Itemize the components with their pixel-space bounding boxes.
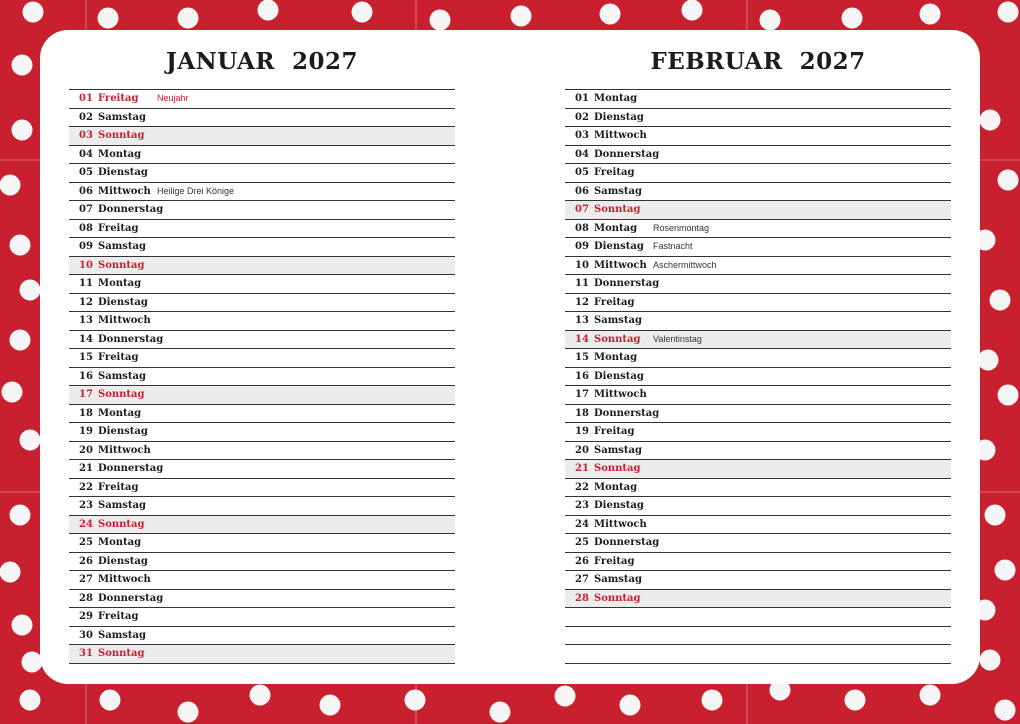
polka-dot (998, 2, 1019, 23)
weekday-name: Dienstag (594, 500, 644, 511)
day-row (565, 349, 951, 368)
weekday-name: Samstag (98, 241, 147, 252)
blank-row (565, 608, 951, 627)
weekday-name: Dienstag (98, 555, 148, 567)
weekday-name: Mittwoch (98, 574, 151, 585)
weekday-name: Sonntag (98, 259, 145, 271)
day-number: 22 (79, 481, 93, 493)
polka-dot (845, 690, 866, 711)
day-number: 12 (575, 296, 589, 308)
holiday-note: Aschermittwoch (653, 259, 717, 270)
polka-dot (250, 685, 271, 706)
weekday-name: Mittwoch (98, 444, 151, 456)
holiday-note: Valentinstag (653, 333, 702, 344)
day-row (565, 90, 951, 109)
day-row (565, 164, 951, 183)
day-row (565, 294, 951, 313)
day-row (69, 479, 455, 498)
polka-dot (12, 55, 33, 76)
weekday-name: Freitag (98, 481, 139, 493)
polka-dot (0, 175, 21, 196)
day-row (69, 534, 455, 553)
day-row (565, 590, 951, 609)
day-number: 31 (79, 648, 93, 659)
day-number: 02 (79, 111, 93, 123)
day-row (69, 201, 455, 220)
day-number: 27 (79, 574, 93, 585)
day-row (69, 90, 455, 109)
day-row (565, 220, 951, 239)
weekday-name: Montag (594, 481, 638, 493)
polka-dot (10, 330, 31, 351)
blank-row (565, 645, 951, 664)
day-number: 27 (575, 574, 589, 585)
day-row (565, 405, 951, 424)
polka-dot (760, 10, 781, 31)
day-row (565, 109, 951, 128)
day-number: 04 (575, 148, 589, 160)
day-row (69, 109, 455, 128)
day-number: 01 (79, 93, 93, 104)
polka-dot (920, 685, 941, 706)
day-number: 25 (575, 537, 589, 548)
weekday-name: Samstag (594, 315, 643, 326)
day-row (69, 423, 455, 442)
weekday-name: Freitag (98, 611, 139, 622)
month-title: FEBRUAR 2027 (650, 48, 866, 75)
day-number: 29 (79, 611, 93, 622)
weekday-name: Sonntag (594, 592, 641, 604)
day-number: 13 (575, 315, 589, 326)
day-row (69, 146, 455, 165)
holiday-note: Rosenmontag (653, 222, 710, 233)
weekday-name: Dienstag (594, 111, 644, 123)
day-row (69, 294, 455, 313)
day-row (69, 183, 455, 202)
holiday-note: Neujahr (157, 93, 189, 103)
day-number: 26 (575, 555, 589, 567)
weekday-name: Freitag (594, 167, 635, 178)
weekday-name: Samstag (98, 629, 147, 641)
weekday-name: Donnerstag (594, 148, 660, 160)
polka-dot (555, 686, 576, 707)
polka-dot (995, 560, 1016, 581)
day-row (565, 127, 951, 146)
day-number: 14 (79, 333, 93, 345)
weekday-name: Donnerstag (98, 204, 164, 215)
day-row (69, 516, 455, 535)
weekday-name: Mittwoch (594, 389, 647, 400)
polka-dot (998, 385, 1019, 406)
polka-dot (998, 170, 1019, 191)
weekday-name: Samstag (594, 185, 643, 197)
holiday-note: Fastnacht (653, 241, 693, 251)
weekday-name: Samstag (98, 111, 147, 123)
polka-dot (405, 690, 426, 711)
weekday-name: Sonntag (98, 518, 145, 530)
day-number: 08 (575, 222, 589, 234)
day-number: 18 (575, 407, 589, 419)
calendar-page (40, 30, 980, 684)
polka-dot (320, 695, 341, 716)
day-number: 26 (79, 555, 93, 567)
weekday-name: Sonntag (98, 130, 145, 141)
polka-dot (920, 4, 941, 25)
polka-dot (0, 562, 21, 583)
day-number: 07 (575, 204, 589, 215)
polka-dot (490, 702, 511, 723)
day-number: 17 (575, 389, 589, 400)
day-number: 18 (79, 407, 93, 419)
day-number: 15 (575, 352, 589, 363)
day-row (565, 423, 951, 442)
day-number: 15 (79, 352, 93, 363)
day-number: 02 (575, 111, 589, 123)
polka-dot (10, 505, 31, 526)
day-row (565, 516, 951, 535)
day-number: 30 (79, 629, 93, 641)
day-row (69, 386, 455, 405)
day-number: 17 (79, 389, 93, 400)
day-row (69, 257, 455, 276)
day-number: 28 (575, 592, 589, 604)
day-number: 21 (79, 463, 93, 474)
polka-dot (985, 505, 1006, 526)
polka-dot (178, 8, 199, 29)
month-title: JANUAR 2027 (165, 48, 359, 75)
weekday-name: Mittwoch (594, 518, 647, 530)
day-row (69, 164, 455, 183)
day-number: 01 (575, 93, 589, 104)
day-number: 11 (575, 278, 589, 289)
polka-dot (12, 615, 33, 636)
day-number: 06 (575, 185, 589, 197)
weekday-name: Samstag (594, 574, 643, 585)
weekday-name: Dienstag (594, 241, 644, 252)
day-row (565, 201, 951, 220)
day-number: 10 (79, 259, 93, 271)
weekday-name: Sonntag (594, 463, 641, 474)
day-row (69, 645, 455, 664)
day-list (69, 89, 455, 664)
day-row (69, 312, 455, 331)
day-number: 16 (575, 370, 589, 382)
polka-dot (511, 6, 532, 27)
polka-dot (978, 350, 999, 371)
day-number: 05 (575, 167, 589, 178)
weekday-name: Donnerstag (594, 278, 660, 289)
day-number: 03 (79, 130, 93, 141)
day-row (565, 146, 951, 165)
day-list (565, 89, 951, 664)
polka-dot (10, 235, 31, 256)
day-row (69, 590, 455, 609)
weekday-name: Donnerstag (98, 592, 164, 604)
weekday-name: Dienstag (594, 370, 644, 382)
day-number: 09 (79, 241, 93, 252)
polka-dot (23, 2, 44, 23)
day-number: 05 (79, 167, 93, 178)
day-number: 22 (575, 481, 589, 493)
polka-dot (20, 280, 41, 301)
day-row (565, 238, 951, 257)
holiday-note: Heilige Drei Könige (157, 185, 235, 196)
day-row (69, 553, 455, 572)
day-row (69, 608, 455, 627)
weekday-name: Sonntag (98, 389, 145, 400)
day-number: 23 (575, 500, 589, 511)
polka-dot (682, 0, 703, 21)
day-number: 20 (575, 444, 589, 456)
day-row (565, 312, 951, 331)
day-row (69, 220, 455, 239)
day-number: 13 (79, 315, 93, 326)
weekday-name: Samstag (98, 370, 147, 382)
weekday-name: Mittwoch (594, 259, 647, 271)
weekday-name: Mittwoch (98, 315, 151, 326)
day-row (69, 460, 455, 479)
polka-dot (258, 0, 279, 21)
weekday-name: Samstag (594, 444, 643, 456)
polka-dot (990, 290, 1011, 311)
weekday-name: Mittwoch (594, 130, 647, 141)
weekday-name: Samstag (98, 500, 147, 511)
polka-dot (430, 10, 451, 31)
day-number: 19 (79, 426, 93, 437)
day-row (565, 479, 951, 498)
polka-dot (2, 382, 23, 403)
polka-dot (100, 690, 121, 711)
day-number: 04 (79, 148, 93, 160)
weekday-name: Dienstag (98, 426, 148, 437)
polka-dot (20, 690, 41, 711)
polka-dot (12, 120, 33, 141)
day-row (69, 331, 455, 350)
day-number: 24 (575, 518, 589, 530)
day-row (565, 331, 951, 350)
day-row (565, 497, 951, 516)
weekday-name: Freitag (594, 426, 635, 437)
day-number: 28 (79, 592, 93, 604)
weekday-name: Mittwoch (98, 185, 151, 197)
weekday-name: Donnerstag (594, 407, 660, 419)
day-row (565, 460, 951, 479)
weekday-name: Montag (98, 148, 142, 160)
weekday-name: Freitag (594, 296, 635, 308)
day-number: 25 (79, 537, 93, 548)
day-number: 20 (79, 444, 93, 456)
blank-row (565, 627, 951, 646)
day-number: 14 (575, 333, 589, 345)
polka-dot (352, 2, 373, 23)
weekday-name: Montag (98, 278, 142, 289)
day-number: 21 (575, 463, 589, 474)
day-row (565, 275, 951, 294)
weekday-name: Dienstag (98, 296, 148, 308)
day-row (69, 627, 455, 646)
weekday-name: Montag (98, 407, 142, 419)
day-row (565, 257, 951, 276)
polka-dot (178, 702, 199, 723)
day-number: 08 (79, 222, 93, 234)
day-number: 10 (575, 259, 589, 271)
day-number: 03 (575, 130, 589, 141)
day-row (69, 238, 455, 257)
day-number: 09 (575, 241, 589, 252)
polka-dot (980, 650, 1001, 671)
day-row (69, 571, 455, 590)
weekday-name: Sonntag (98, 648, 145, 659)
day-row (565, 442, 951, 461)
polka-dot (20, 430, 41, 451)
weekday-name: Sonntag (594, 333, 641, 345)
weekday-name: Montag (594, 93, 638, 104)
day-number: 19 (575, 426, 589, 437)
weekday-name: Freitag (98, 352, 139, 363)
polka-dot (842, 8, 863, 29)
day-number: 07 (79, 204, 93, 215)
day-row (69, 497, 455, 516)
day-row (69, 405, 455, 424)
weekday-name: Donnerstag (98, 333, 164, 345)
weekday-name: Freitag (98, 93, 139, 104)
weekday-name: Montag (98, 537, 142, 548)
weekday-name: Sonntag (594, 204, 641, 215)
weekday-name: Freitag (594, 555, 635, 567)
day-row (69, 368, 455, 387)
day-row (69, 275, 455, 294)
day-row (565, 183, 951, 202)
weekday-name: Donnerstag (594, 537, 660, 548)
day-row (565, 368, 951, 387)
day-number: 11 (79, 278, 93, 289)
day-row (69, 349, 455, 368)
weekday-name: Donnerstag (98, 463, 164, 474)
day-number: 06 (79, 185, 93, 197)
weekday-name: Montag (594, 352, 638, 363)
polka-dot (600, 4, 621, 25)
day-number: 16 (79, 370, 93, 382)
weekday-name: Freitag (98, 222, 139, 234)
day-row (565, 534, 951, 553)
polka-dot (702, 690, 723, 711)
weekday-name: Dienstag (98, 167, 148, 178)
day-number: 12 (79, 296, 93, 308)
polka-dot (995, 700, 1016, 721)
day-row (69, 442, 455, 461)
day-number: 23 (79, 500, 93, 511)
day-row (565, 553, 951, 572)
day-row (565, 571, 951, 590)
polka-dot (620, 695, 641, 716)
day-row (69, 127, 455, 146)
polka-dot (98, 8, 119, 29)
polka-dot (980, 110, 1001, 131)
day-number: 24 (79, 518, 93, 530)
day-row (565, 386, 951, 405)
weekday-name: Montag (594, 222, 638, 234)
